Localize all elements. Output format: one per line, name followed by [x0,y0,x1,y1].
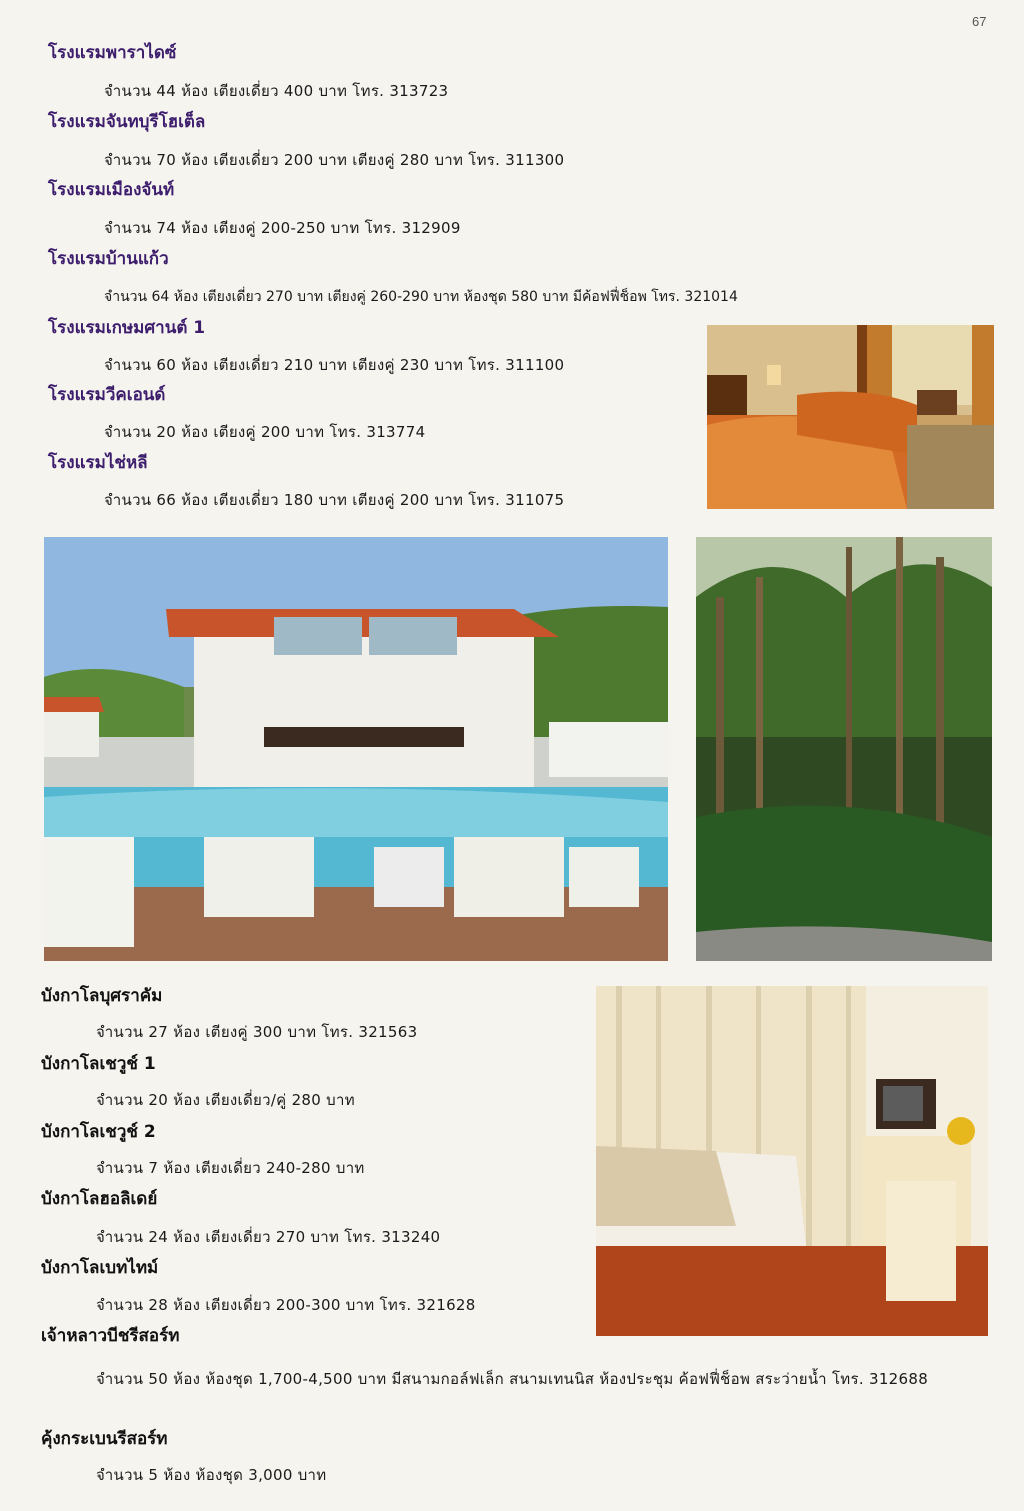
bungalow-detail: จำนวน 20 ห้อง เตียงเดี่ยว/คู่ 280 บาท [96,1091,355,1109]
hotel-detail: จำนวน 70 ห้อง เตียงเดี่ยว 200 บาท เตียงคู่ 280 บาท โทร. 311300 [104,151,565,169]
resort-pool-photo [44,537,668,961]
bungalow-name: บังกาโลเชวูช์ 2 [41,1122,156,1142]
bungalow-name: บังกาโลฮอลิเดย์ [41,1189,158,1209]
bungalow-detail: จำนวน 7 ห้อง เตียงเดี่ยว 240-280 บาท [96,1159,365,1177]
bungalow-name: บังกาโลบุศราคัม [41,986,163,1006]
hotel-name: โรงแรมไช่หลี [48,453,148,473]
bungalow-name: บังกาโลเบทไทม์ [41,1258,159,1278]
bungalow-detail: จำนวน 24 ห้อง เตียงเดี่ยว 270 บาท โทร. 313240 [96,1228,441,1246]
hotel-name: โรงแรมเมืองจันท์ [48,180,175,200]
hotel-detail: จำนวน 60 ห้อง เตียงเดี่ยว 210 บาท เตียงคู่ 230 บาท โทร. 311100 [104,356,565,374]
coconut-grove-photo [696,537,992,961]
bungalow-detail: จำนวน 50 ห้อง ห้องชุด 1,700-4,500 บาท มีสนามกอล์ฟเล็ก สนามเทนนิส ห้องประชุม ค้อฟฟี่ช็อพ สระว่ายน้ำ โทร. 312688 [96,1370,929,1388]
hotel-detail: จำนวน 64 ห้อง เตียงเดี่ยว 270 บาท เตียงคู่ 260-290 บาท ห้องชุด 580 บาท มีค้อฟฟี่ช็อพ โทร. 321014 [104,289,738,305]
bungalow-room-photo [596,986,988,1336]
bungalow-detail: จำนวน 28 ห้อง เตียงเดี่ยว 200-300 บาท โทร. 321628 [96,1296,476,1314]
hotel-name: โรงแรมเกษมศานต์ 1 [48,318,206,338]
hotel-detail: จำนวน 20 ห้อง เตียงคู่ 200 บาท โทร. 313774 [104,423,426,441]
hotel-name: โรงแรมวีคเอนด์ [48,385,166,405]
bungalow-name: คุ้งกระเบนรีสอร์ท [41,1429,168,1449]
page-number: 67 [972,14,987,29]
hotel-detail: จำนวน 44 ห้อง เตียงเดี่ยว 400 บาท โทร. 313723 [104,82,449,100]
hotel-name: โรงแรมจันทบุรีโฮเต็ล [48,112,206,132]
bungalow-name: เจ้าหลาวบีชรีสอร์ท [41,1326,180,1346]
bungalow-name: บังกาโลเชวูช์ 1 [41,1054,156,1074]
bungalow-detail: จำนวน 5 ห้อง ห้องชุด 3,000 บาท [96,1466,327,1484]
hotel-name: โรงแรมบ้านแก้ว [48,249,169,269]
hotel-name: โรงแรมพาราไดซ์ [48,43,177,63]
hotel-bedroom-photo [707,325,994,509]
bungalow-detail: จำนวน 27 ห้อง เตียงคู่ 300 บาท โทร. 321563 [96,1023,418,1041]
hotel-detail: จำนวน 66 ห้อง เตียงเดี่ยว 180 บาท เตียงคู่ 200 บาท โทร. 311075 [104,491,565,509]
hotel-detail: จำนวน 74 ห้อง เตียงคู่ 200-250 บาท โทร. 312909 [104,219,461,237]
